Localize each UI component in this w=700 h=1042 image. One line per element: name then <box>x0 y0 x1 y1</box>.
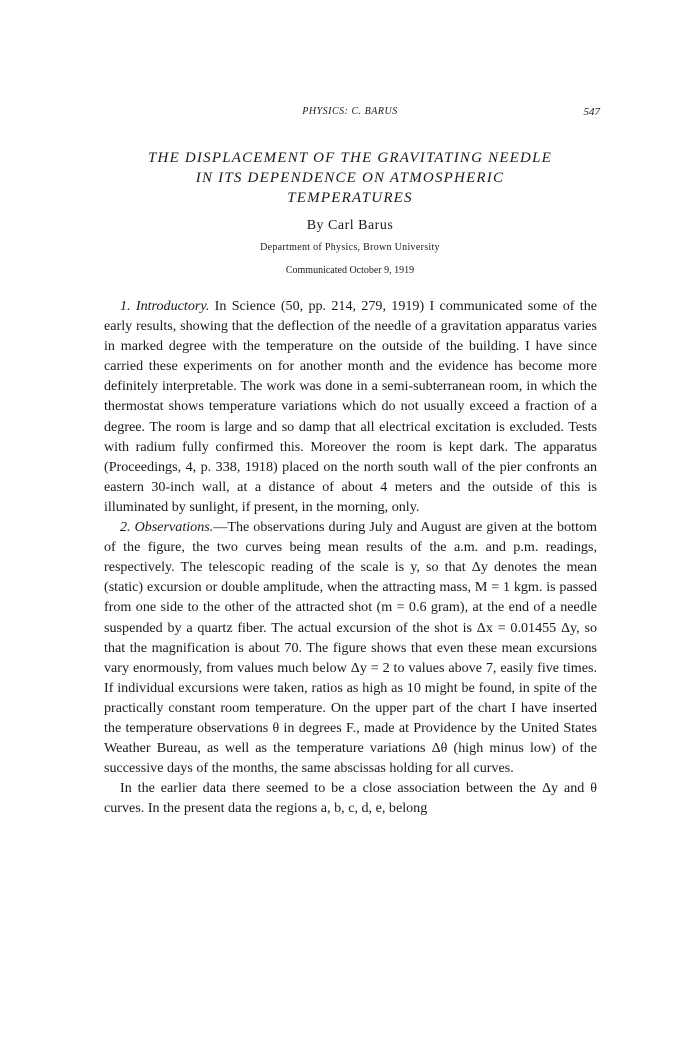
page-number: 547 <box>583 106 600 118</box>
article-title-line-1: THE DISPLACEMENT OF THE GRAVITATING NEEDLE <box>148 150 552 166</box>
paragraph-text: In the earlier data there seemed to be a close association between the Δy and θ curves. In the present data the regions a, b, c, d, e, belong <box>104 780 597 817</box>
paragraph-continuation <box>104 778 597 818</box>
article-title-line-3: TEMPERATURES <box>287 190 413 206</box>
section-title: Observations. <box>134 519 214 536</box>
article-body <box>104 296 597 818</box>
author-affiliation: Department of Physics, Brown University <box>260 242 440 253</box>
title-block <box>100 148 600 276</box>
running-title: PHYSICS: C. BARUS <box>302 106 398 117</box>
section-title: Introductory. <box>135 298 210 314</box>
communicated-date: Communicated October 9, 1919 <box>285 265 415 276</box>
article-title-line-2: IN ITS DEPENDENCE ON ATMOSPHERIC <box>195 170 505 186</box>
section-text: The observations during July and August are given at the bottom of the figure, the two curves being mean results of the a.m. and p.m. readings, respectively. The telescopic reading of the scale is y, so that Δy denotes the mean (static) excursion or double amplitude, when the attracting mass, M = 1 kgm. is passed from one side to the other of the attracted shot (m = 0.6 gram), at the end of a needle suspended by a quartz fiber. The actual excursion of the shot is Δx = 0.01455 Δy, so that the magnification is about 70. The figure shows that even these mean excursions vary enormously, from values much below Δy = 2 to values above 7, easily five times. If individual excursions were taken, ratios as high as 10 might be found, in spite of the practically constant room temperature. On the upper part of the chart I have inserted the temperature observations θ in degrees F., made at Providence by the United States Weather Bureau, as well as the temperature variations Δθ (high minus low) of the successive days of the months, the same abscissas holding for all curves. <box>104 519 597 777</box>
section-observations <box>104 517 597 778</box>
section-introductory <box>104 296 597 517</box>
section-number: 2. <box>120 519 131 536</box>
section-number: 1. <box>120 298 131 314</box>
running-head <box>100 106 600 122</box>
author-byline: By Carl Barus <box>306 218 394 233</box>
section-dash: — <box>213 519 228 536</box>
section-text: In Science (50, pp. 214, 279, 1919) I communicated some of the early results, showing that the deflection of the needle of a gravitation apparatus varies in marked degree with the temperature on the outside of the building. I have since carried these experiments on for another month and the evidence has become more definitely interpretable. The work was done in a semi-subterranean room, in which the thermostat shows temperature variations which do not usually exceed a fraction of a degree. The room is large and so damp that all electrical excitation is excluded. Tests with radium fully confirmed this. Moreover the room is kept dark. The apparatus (Proceedings, 4, p. 338, 1918) placed on the north south wall of the pier confronts an eastern 30-inch wall, at a distance of about 4 meters and the outside of this is illuminated by sunlight, if present, in the morning, only. <box>104 298 598 515</box>
